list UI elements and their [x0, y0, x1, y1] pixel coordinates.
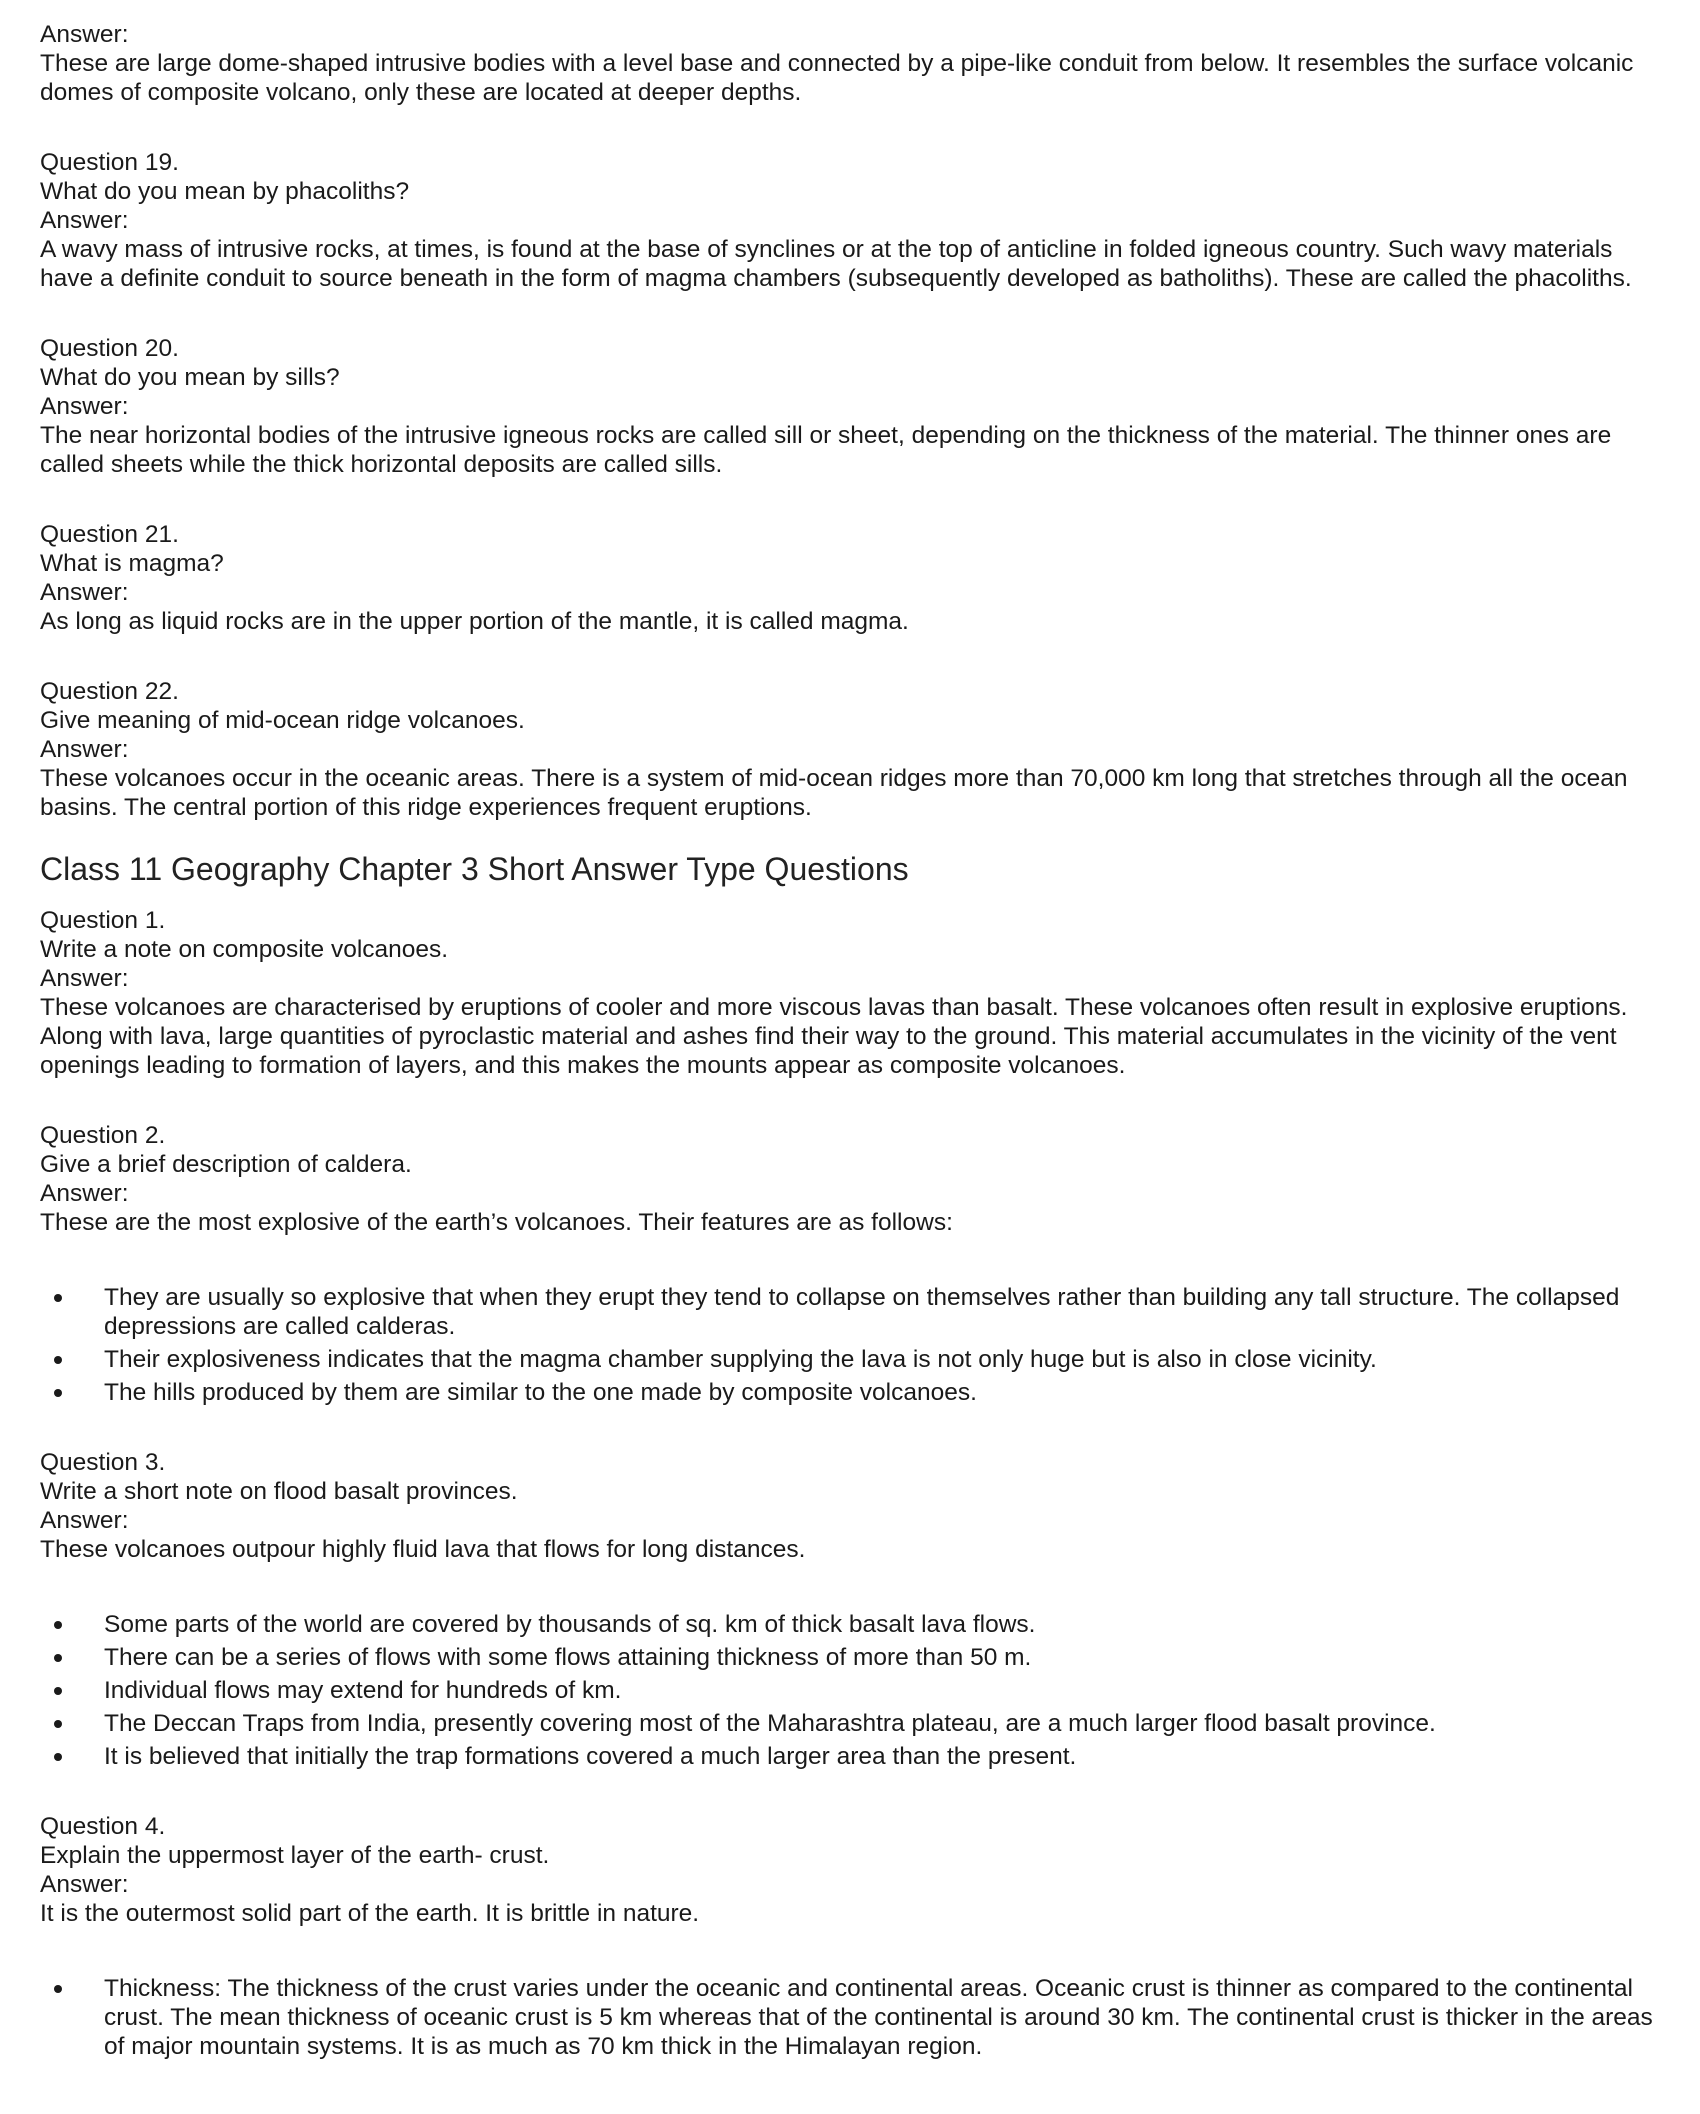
bullet-dot	[54, 1687, 62, 1695]
flood-basalt-list	[40, 1610, 1660, 1771]
list-item-text: The Deccan Traps from India, presently covering most of the Maharashtra plateau, are a much larger flood basalt province.	[104, 1710, 1436, 1737]
question-number: Question 19.	[40, 149, 179, 176]
answer-text: These are large dome-shaped intrusive bodies with a level base and connected by a pipe-like conduit from below. It resembles the surface volcanic domes of composite volcano, only these are located at deeper depths.	[40, 50, 1634, 106]
list-item-text: The hills produced by them are similar to the one made by composite volcanoes.	[104, 1379, 977, 1406]
section-heading: Class 11 Geography Chapter 3 Short Answer Type Questions	[40, 851, 909, 887]
question-number: Question 4.	[40, 1813, 166, 1840]
list-item	[40, 1974, 1660, 2061]
answer-text: These volcanoes outpour highly fluid lava that flows for long distances.	[40, 1536, 806, 1563]
short-question-4-block	[40, 1812, 1660, 1928]
answer-text: These are the most explosive of the earth’s volcanoes. Their features are as follows:	[40, 1209, 953, 1236]
crust-list	[40, 1974, 1660, 2061]
list-item	[40, 1643, 1660, 1672]
question-text: What do you mean by phacoliths?	[40, 178, 410, 205]
bullet-dot	[54, 1654, 62, 1662]
list-item	[40, 1345, 1660, 1374]
caldera-features-list	[40, 1283, 1660, 1407]
answer-text: It is the outermost solid part of the earth. It is brittle in nature.	[40, 1900, 700, 1927]
question-22-block	[40, 677, 1660, 822]
list-item-text: They are usually so explosive that when they erupt they tend to collapse on themselves rather than building any tall structure. The collapsed depressions are called calderas.	[104, 1284, 1620, 1340]
question-number: Question 1.	[40, 907, 166, 934]
answer-label: Answer:	[40, 1871, 129, 1898]
list-item	[40, 1610, 1660, 1639]
list-item-text: Some parts of the world are covered by thousands of sq. km of thick basalt lava flows.	[104, 1611, 1036, 1638]
answer-label: Answer:	[40, 393, 129, 420]
bullet-dot	[54, 1294, 62, 1302]
question-21-block	[40, 520, 1660, 636]
bullet-dot	[54, 1621, 62, 1629]
answer-label: Answer:	[40, 207, 129, 234]
list-item-text: There can be a series of flows with some flows attaining thickness of more than 50 m.	[104, 1644, 1032, 1671]
question-text: Explain the uppermost layer of the earth- crust.	[40, 1842, 550, 1869]
question-text: Write a short note on flood basalt provinces.	[40, 1478, 518, 1505]
bullet-dot	[54, 1389, 62, 1397]
answer-label: Answer:	[40, 965, 129, 992]
answer-text: As long as liquid rocks are in the upper portion of the mantle, it is called magma.	[40, 608, 909, 635]
question-number: Question 20.	[40, 335, 179, 362]
answer-label: Answer:	[40, 21, 129, 48]
question-number: Question 3.	[40, 1449, 166, 1476]
question-20-block	[40, 334, 1660, 479]
list-item	[40, 1378, 1660, 1407]
question-text: What do you mean by sills?	[40, 364, 340, 391]
list-item	[40, 1283, 1660, 1341]
list-item-text: It is believed that initially the trap formations covered a much larger area than the present.	[104, 1743, 1077, 1770]
list-item	[40, 1709, 1660, 1738]
answer-text: A wavy mass of intrusive rocks, at times, is found at the base of synclines or at the top of anticline in folded igneous country. Such wavy materials have a definite conduit to source beneath in the form of magma chambers (subsequently developed as batholiths). These are called the phacoliths.	[40, 236, 1632, 292]
list-item-text: Their explosiveness indicates that the magma chamber supplying the lava is not only huge but is also in close vicinity.	[104, 1346, 1377, 1373]
bullet-dot	[54, 1720, 62, 1728]
question-number: Question 21.	[40, 521, 179, 548]
list-item	[40, 1742, 1660, 1771]
short-question-3-block	[40, 1448, 1660, 1564]
answer-text: These volcanoes occur in the oceanic areas. There is a system of mid-ocean ridges more than 70,000 km long that stretches through all the ocean basins. The central portion of this ridge experiences frequent eruptions.	[40, 765, 1628, 821]
question-text: Give meaning of mid-ocean ridge volcanoes.	[40, 707, 525, 734]
answer-label: Answer:	[40, 1507, 129, 1534]
question-text: Give a brief description of caldera.	[40, 1151, 412, 1178]
answer-label: Answer:	[40, 579, 129, 606]
bullet-dot	[54, 1356, 62, 1364]
question-text: Write a note on composite volcanoes.	[40, 936, 449, 963]
answer-label: Answer:	[40, 736, 129, 763]
intro-answer-block	[40, 20, 1660, 107]
question-text: What is magma?	[40, 550, 224, 577]
answer-label: Answer:	[40, 1180, 129, 1207]
bullet-dot	[54, 1753, 62, 1761]
answer-text: The near horizontal bodies of the intrusive igneous rocks are called sill or sheet, depending on the thickness of the material. The thinner ones are called sheets while the thick horizontal deposits are called sills.	[40, 422, 1612, 478]
bullet-dot	[54, 1985, 62, 1993]
question-19-block	[40, 148, 1660, 293]
list-item-text: Thickness: The thickness of the crust varies under the oceanic and continental areas. Oceanic crust is thinner as compared to the continental crust. The mean thickness of oceanic crust is 5 km whereas that of the continental is around 30 km. The continental crust is thicker in the areas of major mountain systems. It is as much as 70 km thick in the Himalayan region.	[104, 1975, 1653, 2060]
answer-text: These volcanoes are characterised by eruptions of cooler and more viscous lavas than basalt. These volcanoes often result in explosive eruptions. Along with lava, large quantities of pyroclastic material and ashes find their way to the ground. This material accumulates in the vicinity of the vent openings leading to formation of layers, and this makes the mounts appear as composite volcanoes.	[40, 994, 1628, 1079]
short-question-2-block	[40, 1121, 1660, 1237]
list-item-text: Individual flows may extend for hundreds of km.	[104, 1677, 622, 1704]
list-item	[40, 1676, 1660, 1705]
document-page	[40, 20, 1660, 2065]
question-number: Question 22.	[40, 678, 179, 705]
question-number: Question 2.	[40, 1122, 166, 1149]
short-question-1-block	[40, 906, 1660, 1080]
